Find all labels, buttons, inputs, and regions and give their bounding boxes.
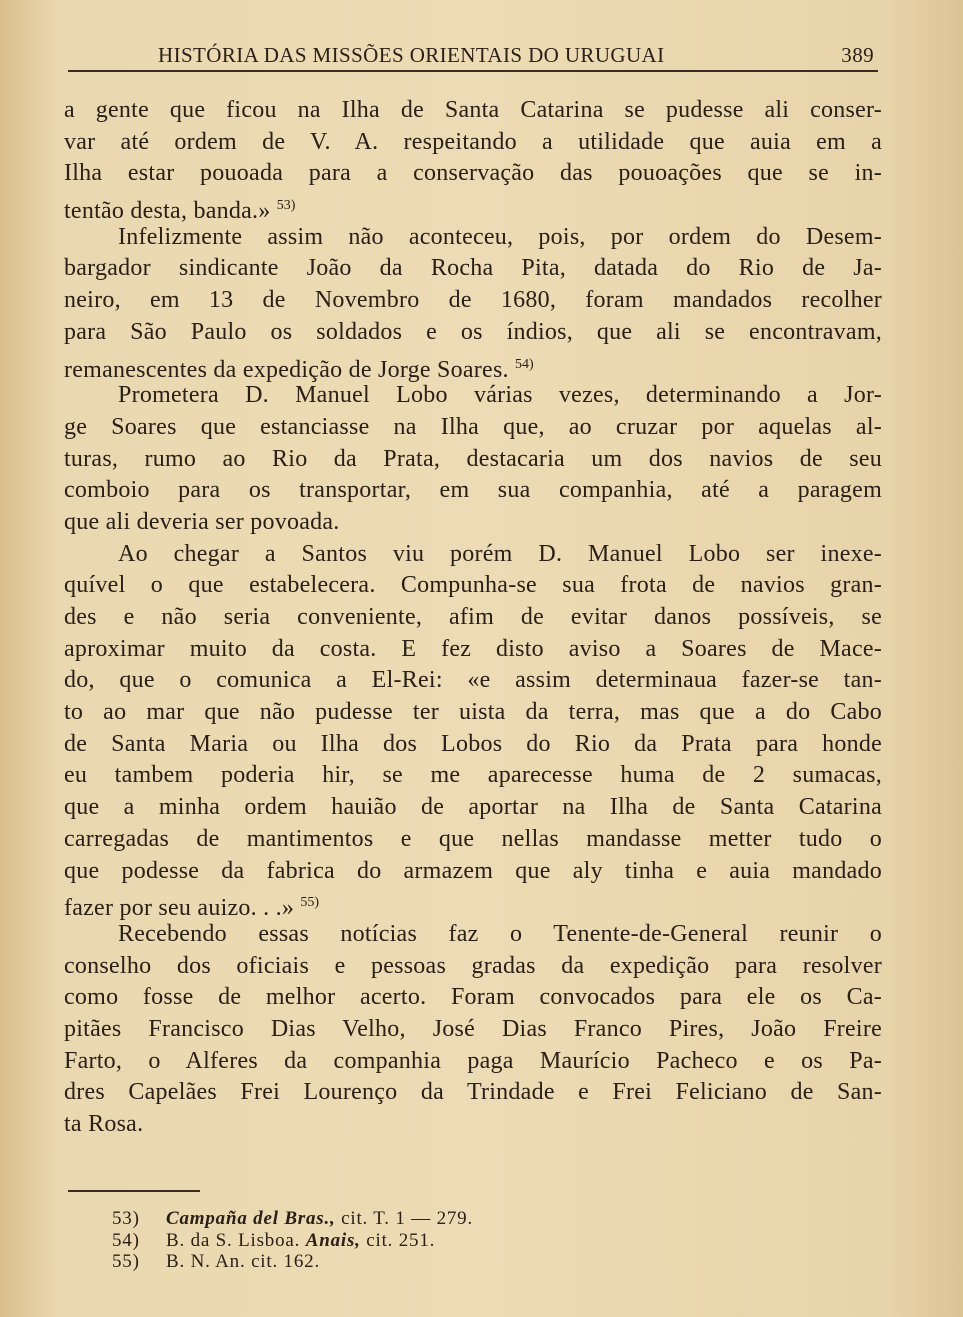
footnote-number: 53) bbox=[112, 1208, 140, 1229]
text-line: do, que o comunica a El-Rei: «e assim determinaua fazer-se tan- bbox=[64, 667, 882, 694]
text-line: de Santa Maria ou Ilha dos Lobos do Rio da Prata para honde bbox=[64, 730, 882, 757]
text-line: para São Paulo os soldados e os índios, que ali se encontravam, bbox=[64, 318, 882, 345]
text-line: que a minha ordem hauião de aportar na Ilha de Santa Catarina bbox=[64, 794, 882, 821]
text-line: neiro, em 13 de Novembro de 1680, foram mandados recolher bbox=[64, 287, 882, 314]
running-title: HISTÓRIA DAS MISSÕES ORIENTAIS DO URUGUAI bbox=[158, 43, 665, 67]
text-line: aproximar muito da costa. E fez disto aviso a Soares de Mace- bbox=[64, 635, 882, 662]
footnote-ref: 54) bbox=[515, 356, 534, 372]
footnote-title: Campaña del Bras., bbox=[166, 1208, 336, 1229]
text-line: to ao mar que não pudesse ter uista da terra, mas que a do Cabo bbox=[64, 699, 882, 726]
text-line: fazer por seu auizo. . .» $^{55)}$ bbox=[64, 895, 320, 922]
footnote-number: 54) bbox=[112, 1229, 140, 1251]
text-line: Ilha estar pouoada para a conservação das pouoações que se in- bbox=[64, 160, 882, 187]
text-line: Prometera D. Manuel Lobo várias vezes, determinando a Jor- bbox=[118, 382, 882, 409]
text-line: dres Capelães Frei Lourenço da Trindade e Frei Feliciano de San- bbox=[64, 1079, 882, 1106]
text-line: des e não seria conveniente, afim de evitar danos possíveis, se bbox=[64, 604, 882, 630]
page-number: 389 bbox=[841, 43, 874, 67]
footnotes bbox=[112, 1208, 812, 1273]
footnote-citation: B. N. An. cit. 162. bbox=[166, 1251, 321, 1272]
text-line: eu tambem poderia hir, se me aparecesse huma de 2 sumacas, bbox=[64, 762, 882, 789]
body-text bbox=[64, 95, 882, 1141]
footnote-author: B. da S. Lisboa. bbox=[166, 1229, 306, 1251]
running-head bbox=[68, 40, 878, 72]
text-line: Ao chegar a Santos viu porém D. Manuel Lobo ser inexe- bbox=[118, 540, 882, 567]
footnote-55 bbox=[112, 1251, 812, 1273]
text-line: turas, rumo ao Rio da Prata, destacaria um dos navios de seu bbox=[64, 445, 882, 472]
text-line: comboio para os transportar, em sua companhia, até a paragem bbox=[64, 477, 882, 504]
footnote-54 bbox=[112, 1230, 812, 1252]
text-line: var até ordem de V. A. respeitando a utilidade que auia em a bbox=[64, 128, 882, 155]
footnote-ref: 55) bbox=[300, 895, 320, 911]
footnote-title: Anais, bbox=[305, 1229, 361, 1251]
footnote-number: 55) bbox=[112, 1251, 140, 1272]
text-line: bargador sindicante João da Rocha Pita, datada do Rio de Ja- bbox=[64, 255, 882, 282]
text-line: como fosse de melhor acerto. Foram convocados para ele os Ca- bbox=[64, 984, 882, 1011]
text-line: remanescentes da expedição de Jorge Soares. $^{54)}$ bbox=[64, 356, 534, 383]
footnote-citation: cit. 251. bbox=[360, 1229, 436, 1251]
footnote-53 bbox=[112, 1208, 812, 1230]
text-line: conselho dos oficiais e pessoas gradas da expedição para resolver bbox=[64, 952, 882, 979]
text-line: ta Rosa. bbox=[64, 1111, 144, 1137]
text-line: Infelizmente assim não aconteceu, pois, por ordem do Desem- bbox=[118, 223, 882, 250]
text-line: tentão desta, banda.» $^{53)}$ bbox=[64, 198, 296, 225]
text-line: Recebendo essas notícias faz o Tenente-de-General reunir o bbox=[118, 920, 882, 947]
text-line: quível o que estabelecera. Compunha-se sua frota de navios gran- bbox=[64, 572, 882, 599]
text-line: Farto, o Alferes da companhia paga Maurício Pacheco e os Pa- bbox=[64, 1047, 882, 1074]
footnote-citation: cit. T. 1 — 279. bbox=[335, 1208, 474, 1229]
footnote-ref: 53) bbox=[276, 198, 296, 214]
text-line: a gente que ficou na Ilha de Santa Catarina se pudesse ali conser- bbox=[64, 97, 882, 123]
text-line: carregadas de mantimentos e que nellas mandasse metter tudo o bbox=[64, 825, 882, 852]
text-line: pitães Francisco Dias Velho, José Dias Franco Pires, João Freire bbox=[64, 1015, 882, 1042]
text-line: que ali deveria ser povoada. bbox=[64, 508, 340, 535]
text-line: que podesse da fabrica do armazem que aly tinha e auia mandado bbox=[64, 857, 882, 884]
footnote-divider bbox=[68, 1190, 200, 1192]
text-line: ge Soares que estanciasse na Ilha que, ao cruzar por aquelas al- bbox=[64, 413, 882, 440]
